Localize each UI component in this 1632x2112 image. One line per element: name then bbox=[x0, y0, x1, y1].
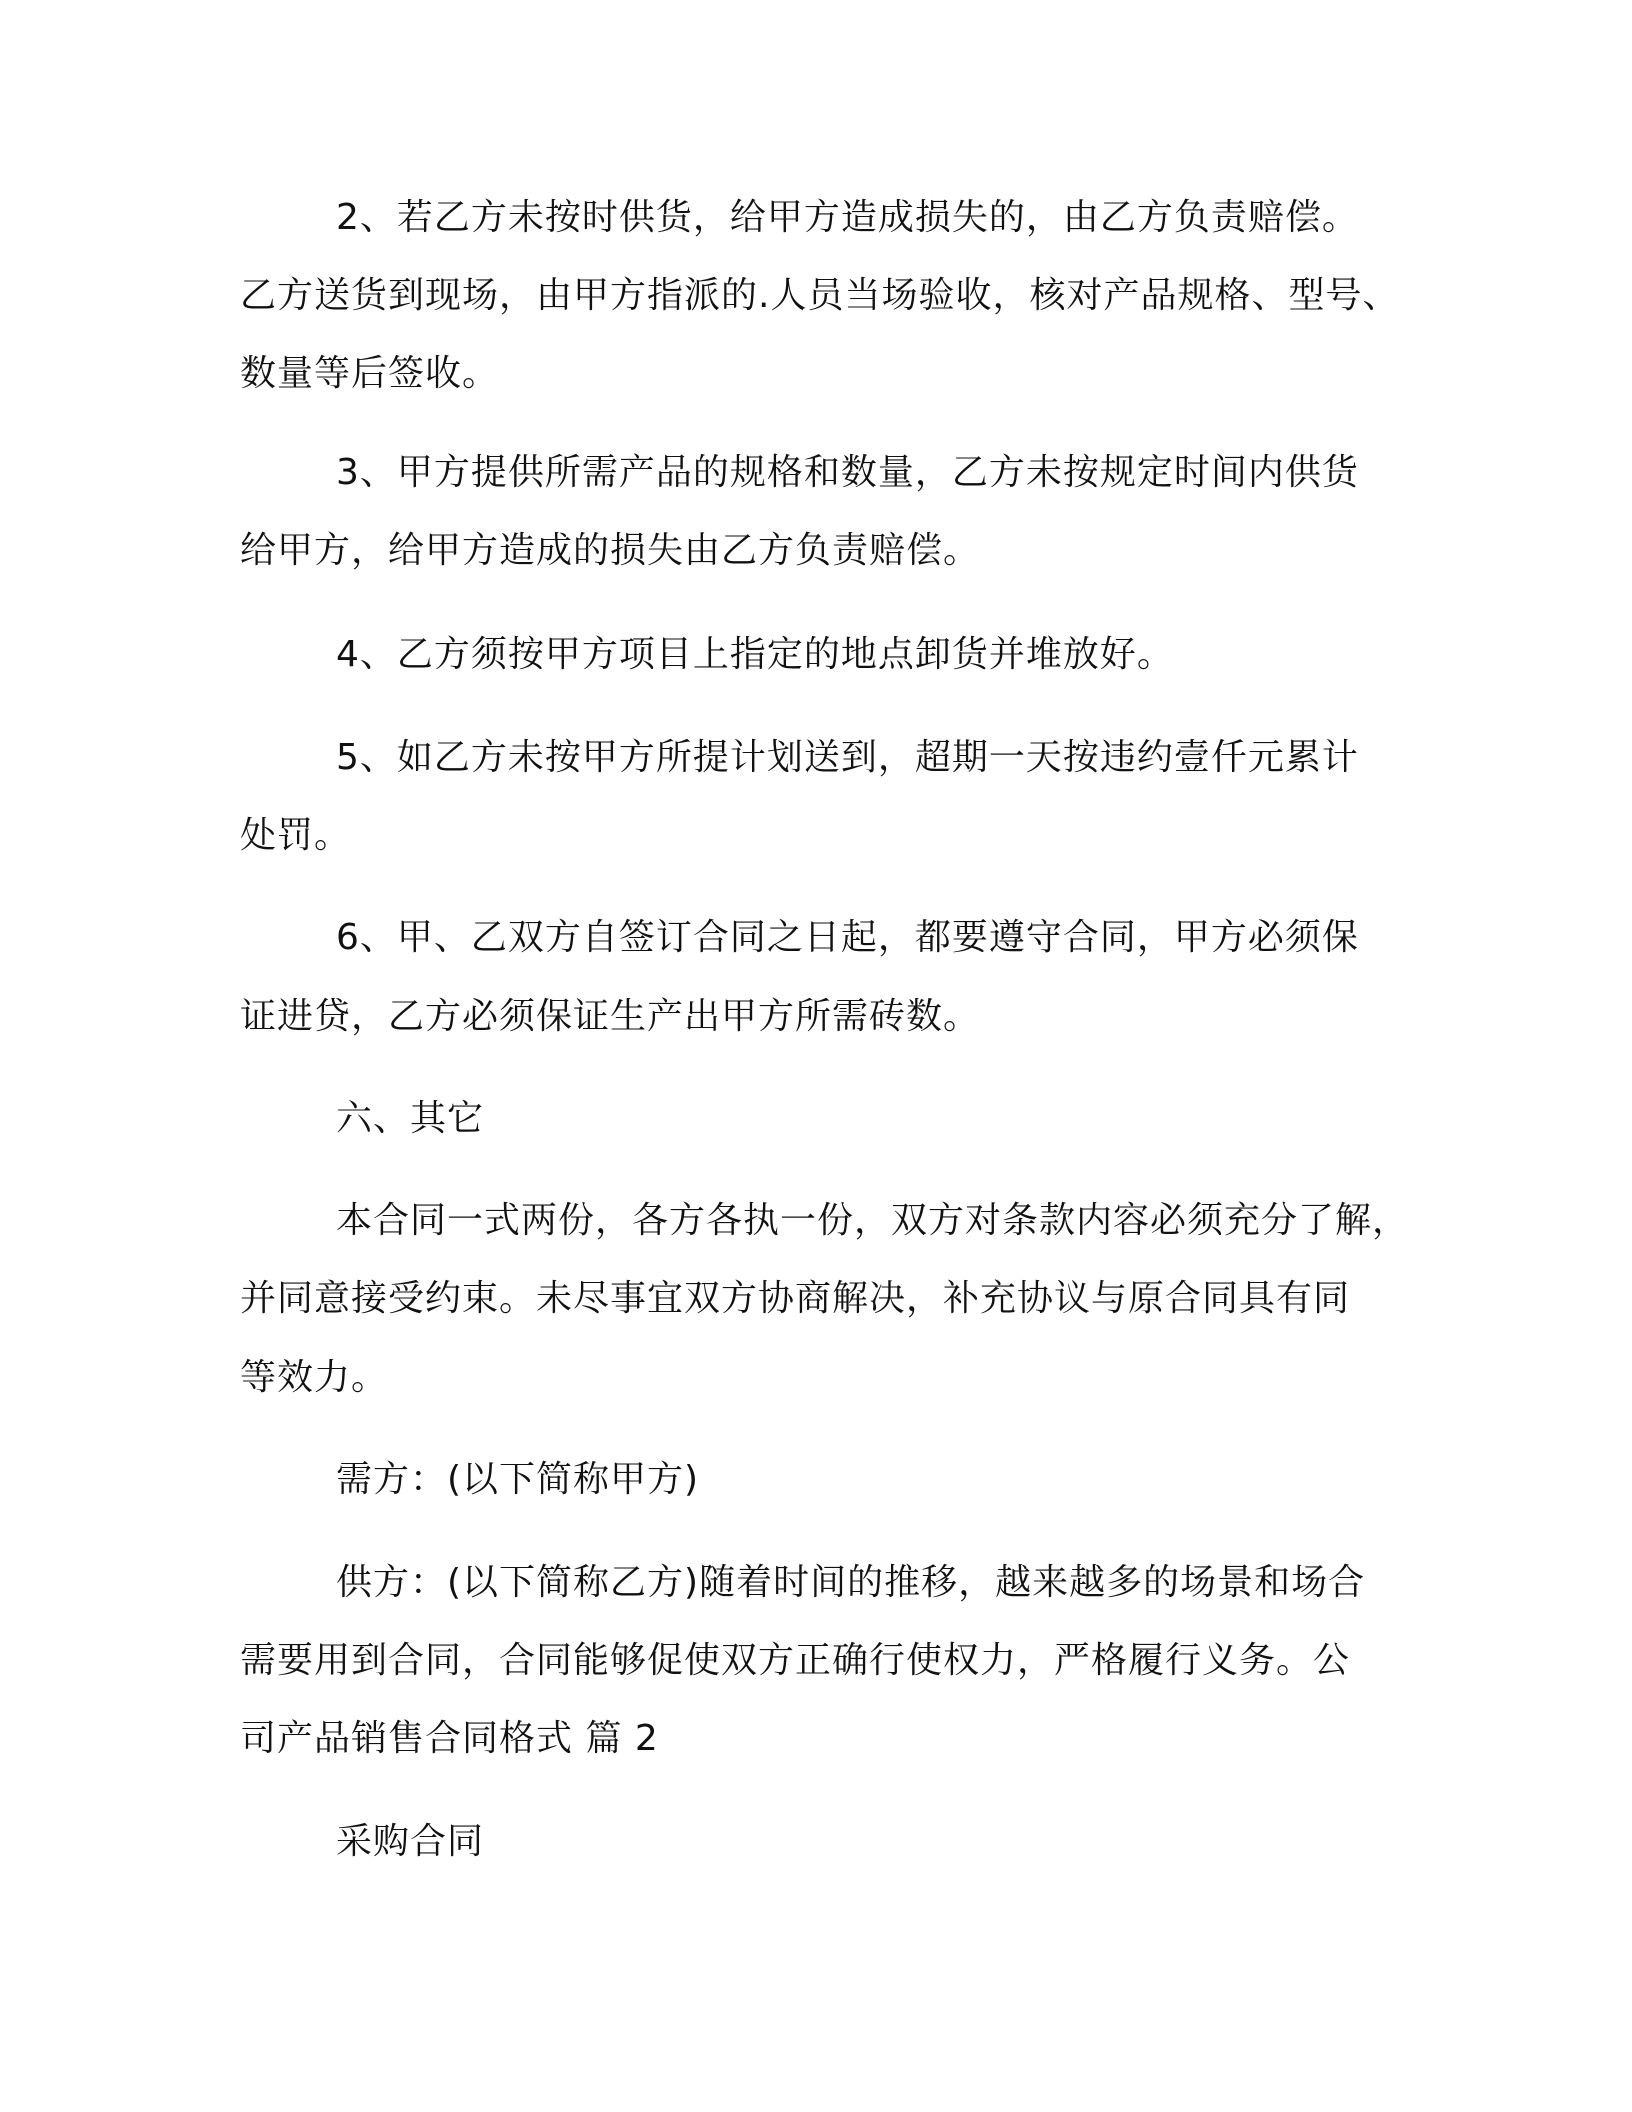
copies-paragraph-line-2: 并同意接受约束。未尽事宜双方协商解决，补充协议与原合同具有同 bbox=[240, 1278, 1351, 1319]
paragraph-2-line-2: 乙方送货到现场，由甲方指派的.人员当场验收，核对产品规格、型号、 bbox=[240, 275, 1400, 316]
copies-paragraph-line-3: 等效力。 bbox=[240, 1357, 389, 1398]
paragraph-2-line-3: 数量等后签收。 bbox=[240, 353, 500, 394]
paragraph-6-line-1: 6、甲、乙双方自签订合同之日起，都要遵守合同，甲方必须保 bbox=[336, 917, 1359, 958]
copies-paragraph-line-1: 本合同一式两份，各方各执一份，双方对条款内容必须充分了解， bbox=[336, 1200, 1410, 1241]
supplier-paragraph-line-2: 需要用到合同，合同能够促使双方正确行使权力，严格履行义务。公 bbox=[240, 1640, 1351, 1681]
paragraph-5-line-1: 5、如乙方未按甲方所提计划送到，超期一天按违约壹仟元累计 bbox=[336, 737, 1359, 778]
paragraph-2-line-1: 2、若乙方未按时供货，给甲方造成损失的，由乙方负责赔偿。 bbox=[336, 197, 1359, 238]
paragraph-6-line-2: 证进贷，乙方必须保证生产出甲方所需砖数。 bbox=[240, 996, 981, 1037]
supplier-paragraph-line-3: 司产品销售合同格式 篇 2 bbox=[240, 1718, 659, 1759]
procurement-contract-heading: 采购合同 bbox=[336, 1821, 485, 1862]
paragraph-4-line-1: 4、乙方须按甲方项目上指定的地点卸货并堆放好。 bbox=[336, 634, 1174, 675]
section-heading-other: 六、其它 bbox=[336, 1098, 485, 1139]
buyer-line: 需方：(以下简称甲方) bbox=[336, 1459, 700, 1500]
paragraph-3-line-2: 给甲方，给甲方造成的损失由乙方负责赔偿。 bbox=[240, 530, 981, 571]
paragraph-5-line-2: 处罚。 bbox=[240, 815, 352, 856]
supplier-paragraph-line-1: 供方：(以下简称乙方)随着时间的推移，越来越多的场景和场合 bbox=[336, 1562, 1366, 1603]
paragraph-3-line-1: 3、甲方提供所需产品的规格和数量，乙方未按规定时间内供货 bbox=[336, 452, 1359, 493]
